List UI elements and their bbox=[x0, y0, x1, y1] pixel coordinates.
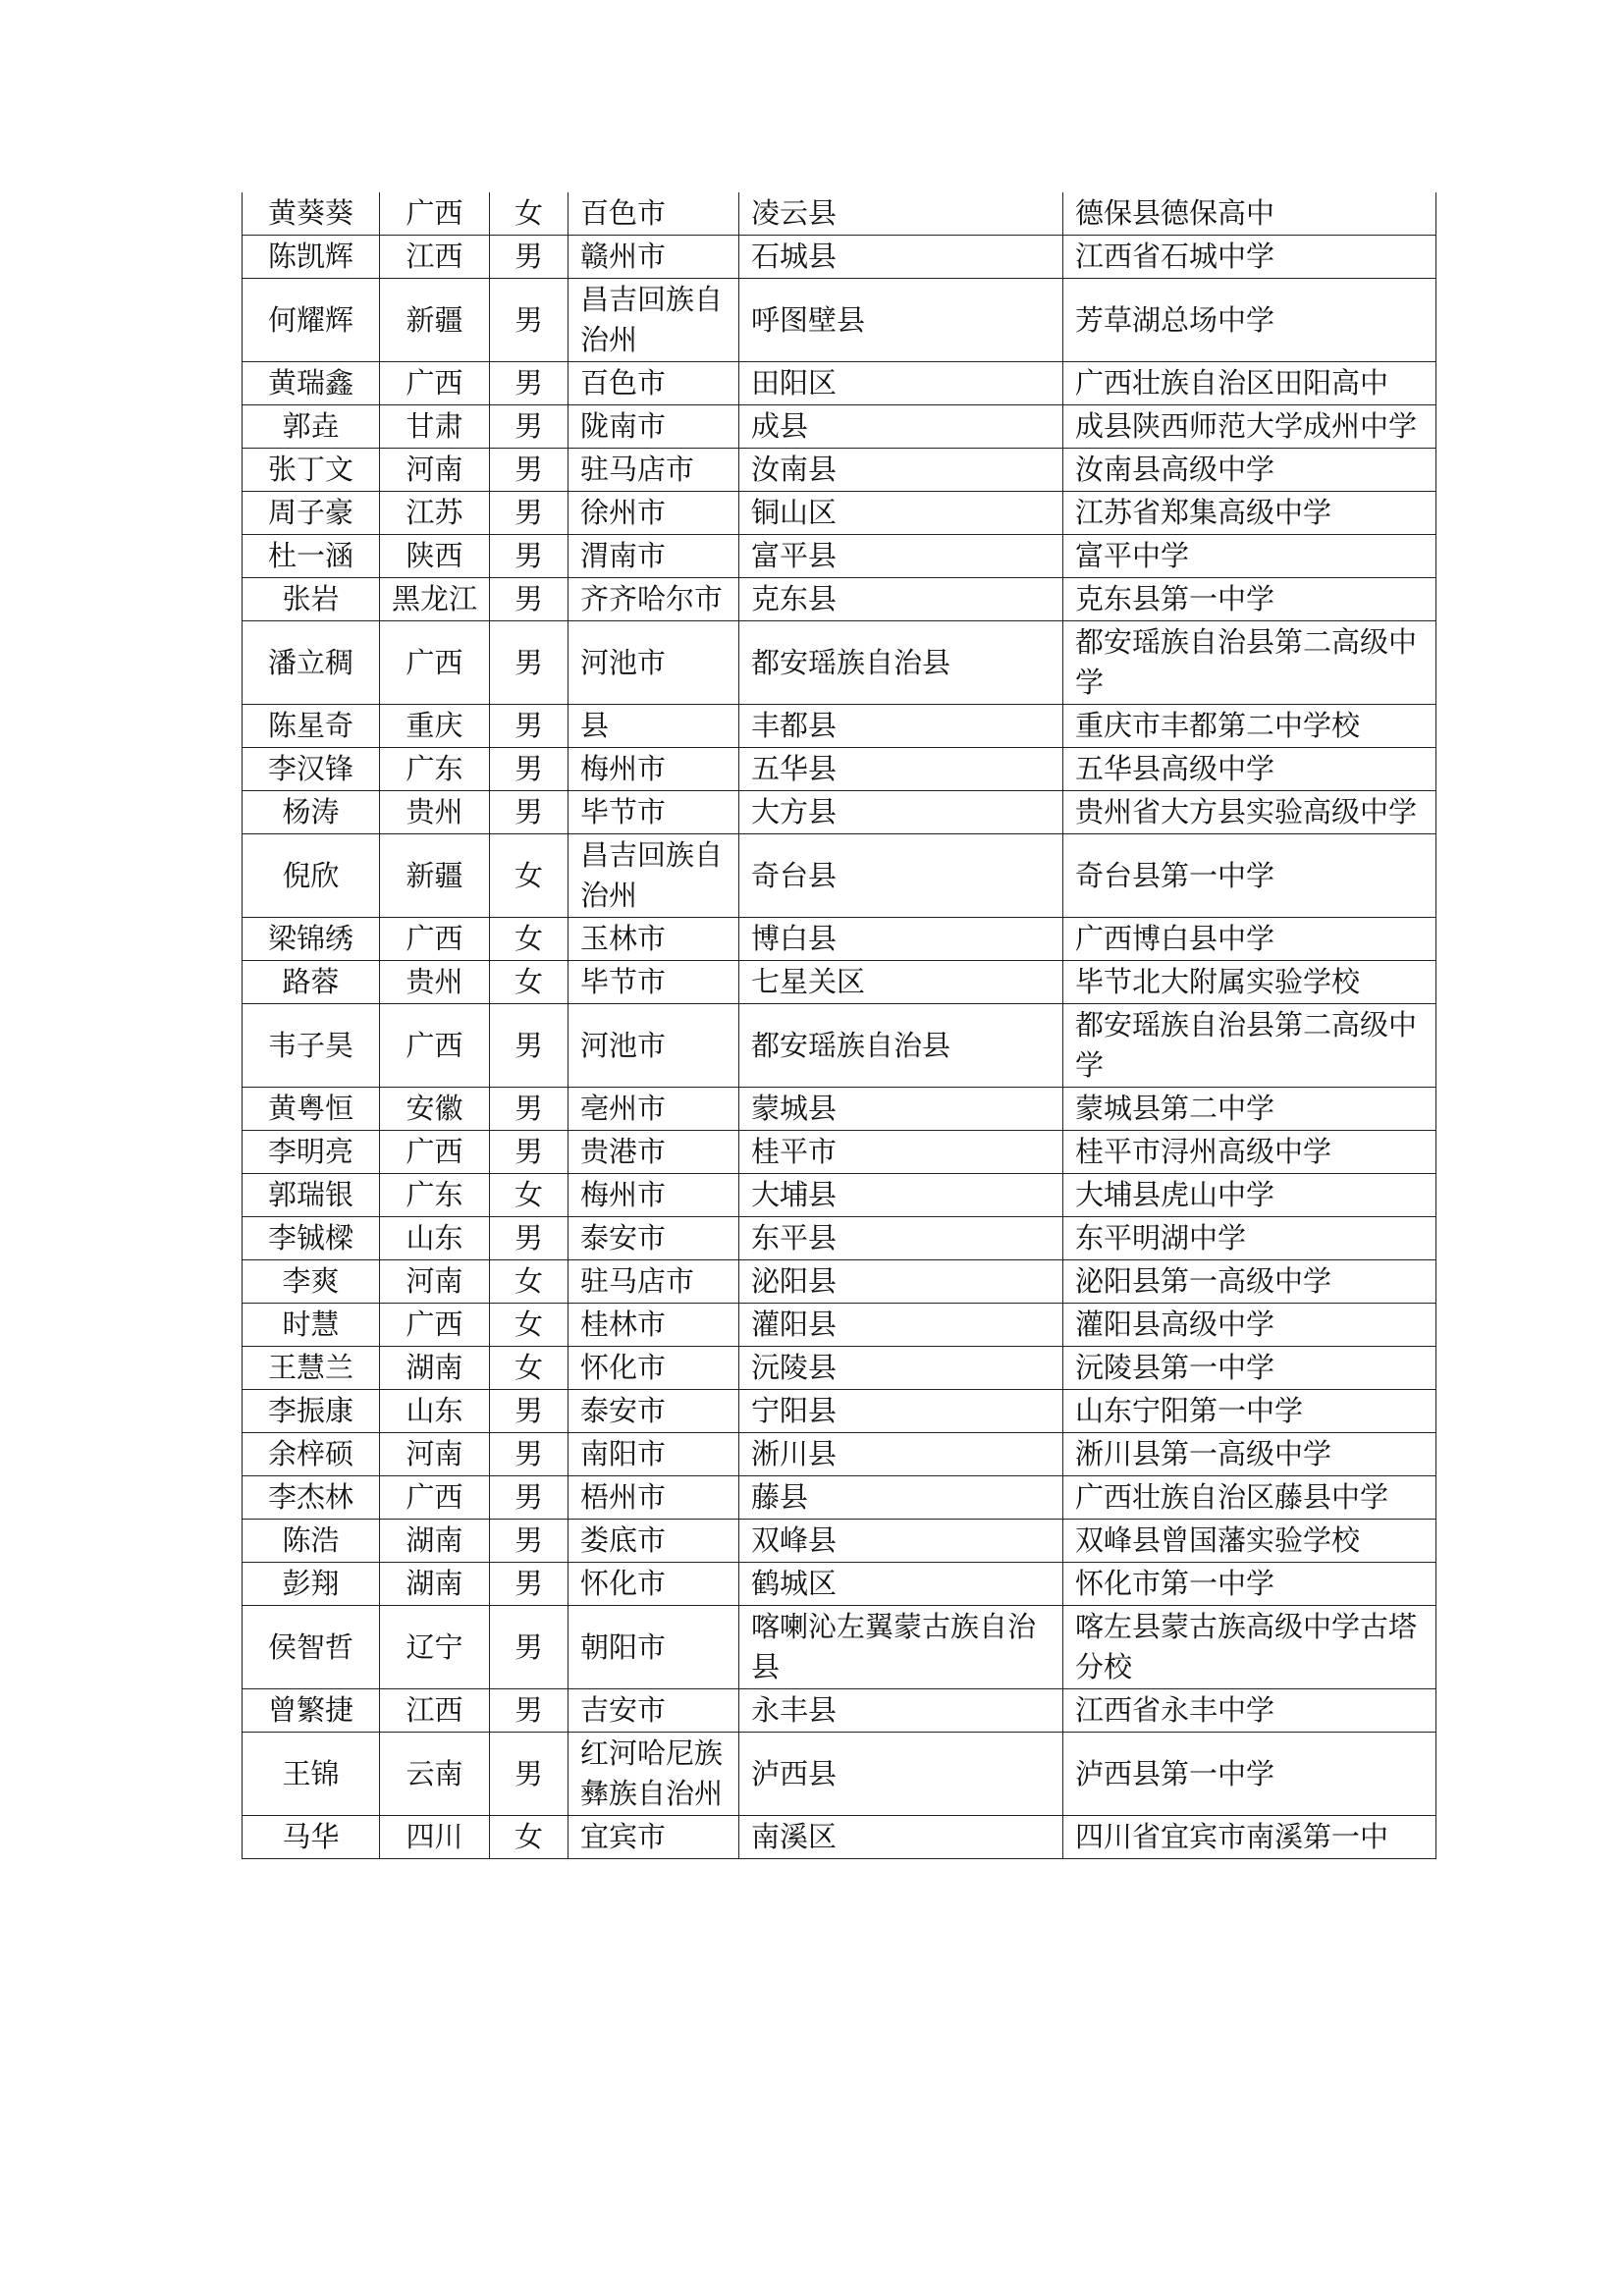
gender-cell: 女 bbox=[490, 1304, 568, 1347]
table-row bbox=[243, 1520, 1436, 1563]
county-cell: 大方县 bbox=[739, 791, 1063, 834]
county-cell: 东平县 bbox=[739, 1217, 1063, 1260]
province-cell: 山东 bbox=[380, 1217, 490, 1260]
city-cell: 泰安市 bbox=[568, 1217, 739, 1260]
school-cell: 江西省永丰中学 bbox=[1063, 1689, 1436, 1733]
county-cell: 鹤城区 bbox=[739, 1563, 1063, 1606]
table-row bbox=[243, 1816, 1436, 1859]
county-cell: 大埔县 bbox=[739, 1174, 1063, 1217]
gender-cell: 男 bbox=[490, 405, 568, 449]
table-row bbox=[243, 791, 1436, 834]
city-cell: 驻马店市 bbox=[568, 449, 739, 492]
table-row bbox=[243, 1174, 1436, 1217]
table-row bbox=[243, 621, 1436, 705]
table-row bbox=[243, 535, 1436, 578]
province-cell: 广西 bbox=[380, 1131, 490, 1174]
city-cell: 南阳市 bbox=[568, 1433, 739, 1476]
county-cell: 呼图壁县 bbox=[739, 279, 1063, 362]
province-cell: 广西 bbox=[380, 1304, 490, 1347]
name-cell: 郭瑞银 bbox=[243, 1174, 380, 1217]
gender-cell: 女 bbox=[490, 961, 568, 1004]
roster-body bbox=[243, 192, 1436, 1859]
province-cell: 河南 bbox=[380, 1433, 490, 1476]
name-cell: 马华 bbox=[243, 1816, 380, 1859]
county-cell: 汝南县 bbox=[739, 449, 1063, 492]
gender-cell: 女 bbox=[490, 1174, 568, 1217]
school-cell: 桂平市浔州高级中学 bbox=[1063, 1131, 1436, 1174]
city-cell: 河池市 bbox=[568, 621, 739, 705]
table-row bbox=[243, 578, 1436, 621]
name-cell: 陈凯辉 bbox=[243, 236, 380, 279]
name-cell: 侯智哲 bbox=[243, 1606, 380, 1689]
gender-cell: 男 bbox=[490, 236, 568, 279]
province-cell: 黑龙江 bbox=[380, 578, 490, 621]
school-cell: 江西省石城中学 bbox=[1063, 236, 1436, 279]
table-row bbox=[243, 961, 1436, 1004]
county-cell: 七星关区 bbox=[739, 961, 1063, 1004]
table-row bbox=[243, 405, 1436, 449]
school-cell: 喀左县蒙古族高级中学古塔分校 bbox=[1063, 1606, 1436, 1689]
county-cell: 五华县 bbox=[739, 748, 1063, 791]
name-cell: 陈浩 bbox=[243, 1520, 380, 1563]
school-cell: 奇台县第一中学 bbox=[1063, 834, 1436, 918]
name-cell: 杜一涵 bbox=[243, 535, 380, 578]
county-cell: 泸西县 bbox=[739, 1733, 1063, 1816]
table-row bbox=[243, 279, 1436, 362]
table-row bbox=[243, 449, 1436, 492]
name-cell: 韦子昊 bbox=[243, 1004, 380, 1088]
gender-cell: 男 bbox=[490, 1476, 568, 1520]
province-cell: 江苏 bbox=[380, 492, 490, 535]
name-cell: 王慧兰 bbox=[243, 1347, 380, 1390]
city-cell: 渭南市 bbox=[568, 535, 739, 578]
province-cell: 重庆 bbox=[380, 705, 490, 748]
gender-cell: 男 bbox=[490, 1131, 568, 1174]
city-cell: 梅州市 bbox=[568, 748, 739, 791]
gender-cell: 女 bbox=[490, 192, 568, 236]
gender-cell: 男 bbox=[490, 449, 568, 492]
county-cell: 永丰县 bbox=[739, 1689, 1063, 1733]
city-cell: 赣州市 bbox=[568, 236, 739, 279]
name-cell: 张岩 bbox=[243, 578, 380, 621]
name-cell: 王锦 bbox=[243, 1733, 380, 1816]
county-cell: 蒙城县 bbox=[739, 1088, 1063, 1131]
gender-cell: 女 bbox=[490, 1347, 568, 1390]
name-cell: 黄瑞鑫 bbox=[243, 362, 380, 405]
school-cell: 富平中学 bbox=[1063, 535, 1436, 578]
city-cell: 昌吉回族自治州 bbox=[568, 834, 739, 918]
school-cell: 东平明湖中学 bbox=[1063, 1217, 1436, 1260]
province-cell: 甘肃 bbox=[380, 405, 490, 449]
school-cell: 五华县高级中学 bbox=[1063, 748, 1436, 791]
province-cell: 湖南 bbox=[380, 1347, 490, 1390]
county-cell: 藤县 bbox=[739, 1476, 1063, 1520]
province-cell: 广西 bbox=[380, 192, 490, 236]
county-cell: 都安瑶族自治县 bbox=[739, 1004, 1063, 1088]
school-cell: 灌阳县高级中学 bbox=[1063, 1304, 1436, 1347]
table-row bbox=[243, 918, 1436, 961]
name-cell: 潘立稠 bbox=[243, 621, 380, 705]
school-cell: 德保县德保高中 bbox=[1063, 192, 1436, 236]
city-cell: 梧州市 bbox=[568, 1476, 739, 1520]
school-cell: 都安瑶族自治县第二高级中学 bbox=[1063, 621, 1436, 705]
province-cell: 四川 bbox=[380, 1816, 490, 1859]
name-cell: 黄粤恒 bbox=[243, 1088, 380, 1131]
county-cell: 淅川县 bbox=[739, 1433, 1063, 1476]
county-cell: 石城县 bbox=[739, 236, 1063, 279]
gender-cell: 男 bbox=[490, 791, 568, 834]
table-row bbox=[243, 1131, 1436, 1174]
province-cell: 湖南 bbox=[380, 1563, 490, 1606]
province-cell: 广西 bbox=[380, 621, 490, 705]
city-cell: 梅州市 bbox=[568, 1174, 739, 1217]
city-cell: 玉林市 bbox=[568, 918, 739, 961]
county-cell: 都安瑶族自治县 bbox=[739, 621, 1063, 705]
name-cell: 李铖樑 bbox=[243, 1217, 380, 1260]
county-cell: 铜山区 bbox=[739, 492, 1063, 535]
name-cell: 倪欣 bbox=[243, 834, 380, 918]
table-row bbox=[243, 705, 1436, 748]
gender-cell: 男 bbox=[490, 705, 568, 748]
gender-cell: 男 bbox=[490, 1520, 568, 1563]
county-cell: 双峰县 bbox=[739, 1520, 1063, 1563]
table-row bbox=[243, 1217, 1436, 1260]
county-cell: 沅陵县 bbox=[739, 1347, 1063, 1390]
city-cell: 贵港市 bbox=[568, 1131, 739, 1174]
province-cell: 湖南 bbox=[380, 1520, 490, 1563]
city-cell: 昌吉回族自治州 bbox=[568, 279, 739, 362]
name-cell: 李杰林 bbox=[243, 1476, 380, 1520]
school-cell: 芳草湖总场中学 bbox=[1063, 279, 1436, 362]
school-cell: 克东县第一中学 bbox=[1063, 578, 1436, 621]
province-cell: 山东 bbox=[380, 1390, 490, 1433]
school-cell: 泸西县第一中学 bbox=[1063, 1733, 1436, 1816]
city-cell: 怀化市 bbox=[568, 1347, 739, 1390]
city-cell: 县 bbox=[568, 705, 739, 748]
county-cell: 成县 bbox=[739, 405, 1063, 449]
school-cell: 山东宁阳第一中学 bbox=[1063, 1390, 1436, 1433]
city-cell: 桂林市 bbox=[568, 1304, 739, 1347]
province-cell: 江西 bbox=[380, 236, 490, 279]
city-cell: 泰安市 bbox=[568, 1390, 739, 1433]
province-cell: 河南 bbox=[380, 1260, 490, 1304]
province-cell: 陕西 bbox=[380, 535, 490, 578]
name-cell: 李汉锋 bbox=[243, 748, 380, 791]
city-cell: 陇南市 bbox=[568, 405, 739, 449]
name-cell: 杨涛 bbox=[243, 791, 380, 834]
table-row bbox=[243, 1390, 1436, 1433]
city-cell: 徐州市 bbox=[568, 492, 739, 535]
name-cell: 李振康 bbox=[243, 1390, 380, 1433]
table-row bbox=[243, 1689, 1436, 1733]
school-cell: 毕节北大附属实验学校 bbox=[1063, 961, 1436, 1004]
county-cell: 喀喇沁左翼蒙古族自治县 bbox=[739, 1606, 1063, 1689]
table-row bbox=[243, 1304, 1436, 1347]
province-cell: 新疆 bbox=[380, 834, 490, 918]
school-cell: 广西壮族自治区藤县中学 bbox=[1063, 1476, 1436, 1520]
county-cell: 富平县 bbox=[739, 535, 1063, 578]
county-cell: 克东县 bbox=[739, 578, 1063, 621]
table-row bbox=[243, 362, 1436, 405]
gender-cell: 男 bbox=[490, 748, 568, 791]
gender-cell: 男 bbox=[490, 578, 568, 621]
gender-cell: 男 bbox=[490, 1390, 568, 1433]
school-cell: 汝南县高级中学 bbox=[1063, 449, 1436, 492]
city-cell: 驻马店市 bbox=[568, 1260, 739, 1304]
gender-cell: 男 bbox=[490, 362, 568, 405]
gender-cell: 男 bbox=[490, 1433, 568, 1476]
gender-cell: 女 bbox=[490, 918, 568, 961]
province-cell: 广东 bbox=[380, 1174, 490, 1217]
gender-cell: 男 bbox=[490, 535, 568, 578]
county-cell: 凌云县 bbox=[739, 192, 1063, 236]
county-cell: 田阳区 bbox=[739, 362, 1063, 405]
city-cell: 百色市 bbox=[568, 192, 739, 236]
school-cell: 泌阳县第一高级中学 bbox=[1063, 1260, 1436, 1304]
gender-cell: 男 bbox=[490, 621, 568, 705]
name-cell: 郭垚 bbox=[243, 405, 380, 449]
province-cell: 江西 bbox=[380, 1689, 490, 1733]
province-cell: 河南 bbox=[380, 449, 490, 492]
province-cell: 安徽 bbox=[380, 1088, 490, 1131]
table-row bbox=[243, 492, 1436, 535]
province-cell: 广西 bbox=[380, 1004, 490, 1088]
table-row bbox=[243, 1733, 1436, 1816]
city-cell: 百色市 bbox=[568, 362, 739, 405]
gender-cell: 男 bbox=[490, 1733, 568, 1816]
name-cell: 梁锦绣 bbox=[243, 918, 380, 961]
table-row bbox=[243, 192, 1436, 236]
gender-cell: 女 bbox=[490, 1816, 568, 1859]
province-cell: 辽宁 bbox=[380, 1606, 490, 1689]
table-row bbox=[243, 748, 1436, 791]
province-cell: 广西 bbox=[380, 362, 490, 405]
table-row bbox=[243, 1476, 1436, 1520]
county-cell: 灌阳县 bbox=[739, 1304, 1063, 1347]
table-row bbox=[243, 236, 1436, 279]
table-row bbox=[243, 834, 1436, 918]
table-row bbox=[243, 1347, 1436, 1390]
county-cell: 奇台县 bbox=[739, 834, 1063, 918]
school-cell: 广西壮族自治区田阳高中 bbox=[1063, 362, 1436, 405]
county-cell: 桂平市 bbox=[739, 1131, 1063, 1174]
province-cell: 贵州 bbox=[380, 791, 490, 834]
table-row bbox=[243, 1563, 1436, 1606]
city-cell: 吉安市 bbox=[568, 1689, 739, 1733]
school-cell: 双峰县曾国藩实验学校 bbox=[1063, 1520, 1436, 1563]
county-cell: 丰都县 bbox=[739, 705, 1063, 748]
gender-cell: 女 bbox=[490, 1260, 568, 1304]
province-cell: 广东 bbox=[380, 748, 490, 791]
school-cell: 四川省宜宾市南溪第一中 bbox=[1063, 1816, 1436, 1859]
table-row bbox=[243, 1088, 1436, 1131]
province-cell: 新疆 bbox=[380, 279, 490, 362]
gender-cell: 男 bbox=[490, 1563, 568, 1606]
city-cell: 宜宾市 bbox=[568, 1816, 739, 1859]
name-cell: 彭翔 bbox=[243, 1563, 380, 1606]
school-cell: 蒙城县第二中学 bbox=[1063, 1088, 1436, 1131]
school-cell: 贵州省大方县实验高级中学 bbox=[1063, 791, 1436, 834]
county-cell: 宁阳县 bbox=[739, 1390, 1063, 1433]
name-cell: 陈星奇 bbox=[243, 705, 380, 748]
province-cell: 广西 bbox=[380, 1476, 490, 1520]
city-cell: 河池市 bbox=[568, 1004, 739, 1088]
table-row bbox=[243, 1260, 1436, 1304]
school-cell: 广西博白县中学 bbox=[1063, 918, 1436, 961]
county-cell: 博白县 bbox=[739, 918, 1063, 961]
school-cell: 怀化市第一中学 bbox=[1063, 1563, 1436, 1606]
city-cell: 毕节市 bbox=[568, 791, 739, 834]
school-cell: 大埔县虎山中学 bbox=[1063, 1174, 1436, 1217]
name-cell: 张丁文 bbox=[243, 449, 380, 492]
city-cell: 怀化市 bbox=[568, 1563, 739, 1606]
school-cell: 淅川县第一高级中学 bbox=[1063, 1433, 1436, 1476]
gender-cell: 男 bbox=[490, 1689, 568, 1733]
province-cell: 广西 bbox=[380, 918, 490, 961]
name-cell: 周子豪 bbox=[243, 492, 380, 535]
city-cell: 齐齐哈尔市 bbox=[568, 578, 739, 621]
name-cell: 李爽 bbox=[243, 1260, 380, 1304]
city-cell: 朝阳市 bbox=[568, 1606, 739, 1689]
province-cell: 贵州 bbox=[380, 961, 490, 1004]
gender-cell: 男 bbox=[490, 279, 568, 362]
county-cell: 泌阳县 bbox=[739, 1260, 1063, 1304]
school-cell: 江苏省郑集高级中学 bbox=[1063, 492, 1436, 535]
name-cell: 曾繁捷 bbox=[243, 1689, 380, 1733]
table-row bbox=[243, 1606, 1436, 1689]
gender-cell: 女 bbox=[490, 834, 568, 918]
gender-cell: 男 bbox=[490, 492, 568, 535]
gender-cell: 男 bbox=[490, 1217, 568, 1260]
student-roster-table bbox=[242, 192, 1436, 1859]
school-cell: 都安瑶族自治县第二高级中学 bbox=[1063, 1004, 1436, 1088]
gender-cell: 男 bbox=[490, 1004, 568, 1088]
name-cell: 路蓉 bbox=[243, 961, 380, 1004]
city-cell: 娄底市 bbox=[568, 1520, 739, 1563]
name-cell: 何耀辉 bbox=[243, 279, 380, 362]
name-cell: 李明亮 bbox=[243, 1131, 380, 1174]
name-cell: 余梓硕 bbox=[243, 1433, 380, 1476]
table-row bbox=[243, 1004, 1436, 1088]
name-cell: 黄葵葵 bbox=[243, 192, 380, 236]
city-cell: 亳州市 bbox=[568, 1088, 739, 1131]
city-cell: 红河哈尼族彝族自治州 bbox=[568, 1733, 739, 1816]
school-cell: 沅陵县第一中学 bbox=[1063, 1347, 1436, 1390]
gender-cell: 男 bbox=[490, 1606, 568, 1689]
name-cell: 时慧 bbox=[243, 1304, 380, 1347]
province-cell: 云南 bbox=[380, 1733, 490, 1816]
table-row bbox=[243, 1433, 1436, 1476]
city-cell: 毕节市 bbox=[568, 961, 739, 1004]
school-cell: 成县陕西师范大学成州中学 bbox=[1063, 405, 1436, 449]
county-cell: 南溪区 bbox=[739, 1816, 1063, 1859]
school-cell: 重庆市丰都第二中学校 bbox=[1063, 705, 1436, 748]
gender-cell: 男 bbox=[490, 1088, 568, 1131]
